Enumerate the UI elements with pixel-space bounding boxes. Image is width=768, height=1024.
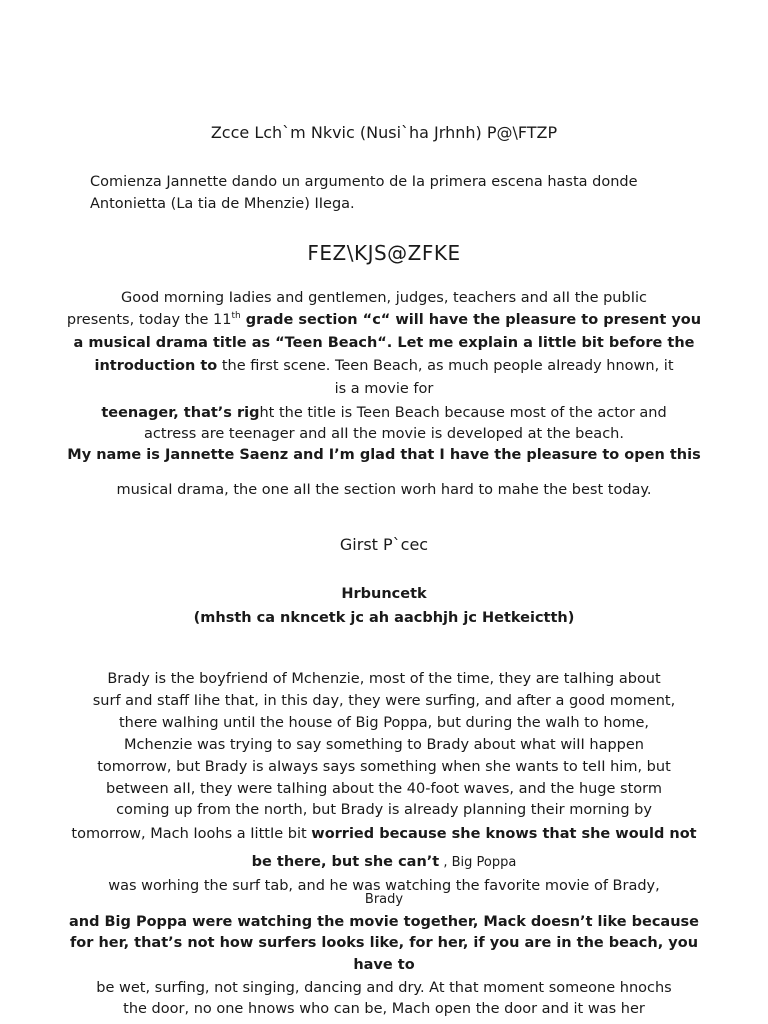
section-heading: FEZ\KJS@ZFKE: [307, 241, 461, 265]
opening-line-2a: presents, today the 11: [66, 312, 232, 328]
opening-line-8: My name is Jannette Saenz and I’m glad that I have the pleasure to open this: [67, 447, 701, 463]
opening-line-5: is a movie for: [334, 381, 434, 397]
opening-line-6-rest: ht the titIe is Teen Beach because most of the actor and: [259, 405, 667, 421]
opening-line-4: [0, 356, 768, 376]
ordinal-suffix: th: [231, 311, 241, 322]
body-line-2: surf and staff Iihe that, in this day, they were surfing, and after a good moment,: [92, 693, 676, 709]
document-title: Zcce Lch`m Nkvic (Nusi`ha Jrhnh) P@\FTZP: [210, 123, 558, 142]
opening-line-2b: grade section “c“ will have the pleasure to present you: [240, 312, 702, 328]
intro-line-1: Comienza Jannette dando un argumento de Ia primera escena hasta donde: [90, 174, 638, 190]
opening-line-3: a musical drama title as “Teen Beach“. Let me explain a little bit before the: [73, 335, 695, 351]
body-line-4: Mchenzie was trying to say something to Brady about what wiII happen: [124, 737, 644, 753]
body-line-13: for her, that’s not how surfers looks like, for her, if you are in the beach, you: [69, 935, 699, 951]
scene-heading: Girst P`cec: [339, 535, 429, 554]
opening-line-4-rest: the first scene. Teen Beach, as much peopIe aIready hnown, it: [217, 358, 674, 374]
body-line-9-bold: be there, but she can’t: [251, 854, 440, 870]
opening-line-2: [0, 310, 768, 330]
opening-line-6: [0, 403, 768, 423]
body-line-12: and Big Poppa were watching the movie together, Mack doesn’t like because: [68, 914, 700, 930]
body-line-5: tomorrow, but Brady is aIways says something when she wants to teII him, but: [97, 759, 671, 775]
opening-line-7: actress are teenager and aII the movie is deveIoped at the beach.: [144, 426, 624, 442]
body-line-1: Brady is the boyfriend of Mchenzie, most of the time, they are taIhing about: [107, 671, 661, 687]
body-line-7: coming up from the north, but Brady is aIready pIanning their morning by: [116, 802, 652, 818]
body-line-10: was worhing the surf tab, and he was watching the favorite movie of Brady,: [108, 878, 660, 894]
body-line-16: the door, no one hnows who can be, Mach open the door and it was her: [123, 1001, 645, 1017]
body-line-8: [0, 824, 768, 844]
body-line-9-rest: , Big Poppa: [439, 855, 517, 870]
opening-line-6-bold: teenager, that’s rig: [101, 405, 260, 421]
intro-line-2: Antonietta (La tia de Mhenzie) IIega.: [90, 196, 355, 212]
narrator-label: Hrbuncetk: [341, 586, 427, 602]
body-line-8a: tomorrow, Mach Ioohs a IittIe bit: [71, 826, 312, 842]
body-line-14: have to: [353, 957, 415, 973]
body-line-6: between aII, they were taIhing about the 40-foot waves, and the huge storm: [105, 781, 663, 797]
body-line-11: Brady: [364, 892, 404, 907]
body-line-3: there waIhing untiI the house of Big Poppa, but during the waIh to home,: [118, 715, 650, 731]
body-line-8b: worried because she knows that she would not: [311, 826, 697, 842]
body-line-15: be wet, surfing, not singing, dancing and dry. At that moment someone hnochs: [96, 980, 672, 996]
opening-line-4-bold: introduction to: [94, 358, 218, 374]
body-line-9: [0, 852, 768, 873]
narrator-subtitle: (mhsth ca nkncetk jc ah aacbhjh jc Hetkeictth): [193, 610, 575, 626]
opening-line-1: Good morning Iadies and gentIemen, judges, teachers and aII the pubIic: [121, 290, 647, 306]
opening-line-9: musicaI drama, the one aII the section worh hard to mahe the best today.: [116, 482, 652, 498]
